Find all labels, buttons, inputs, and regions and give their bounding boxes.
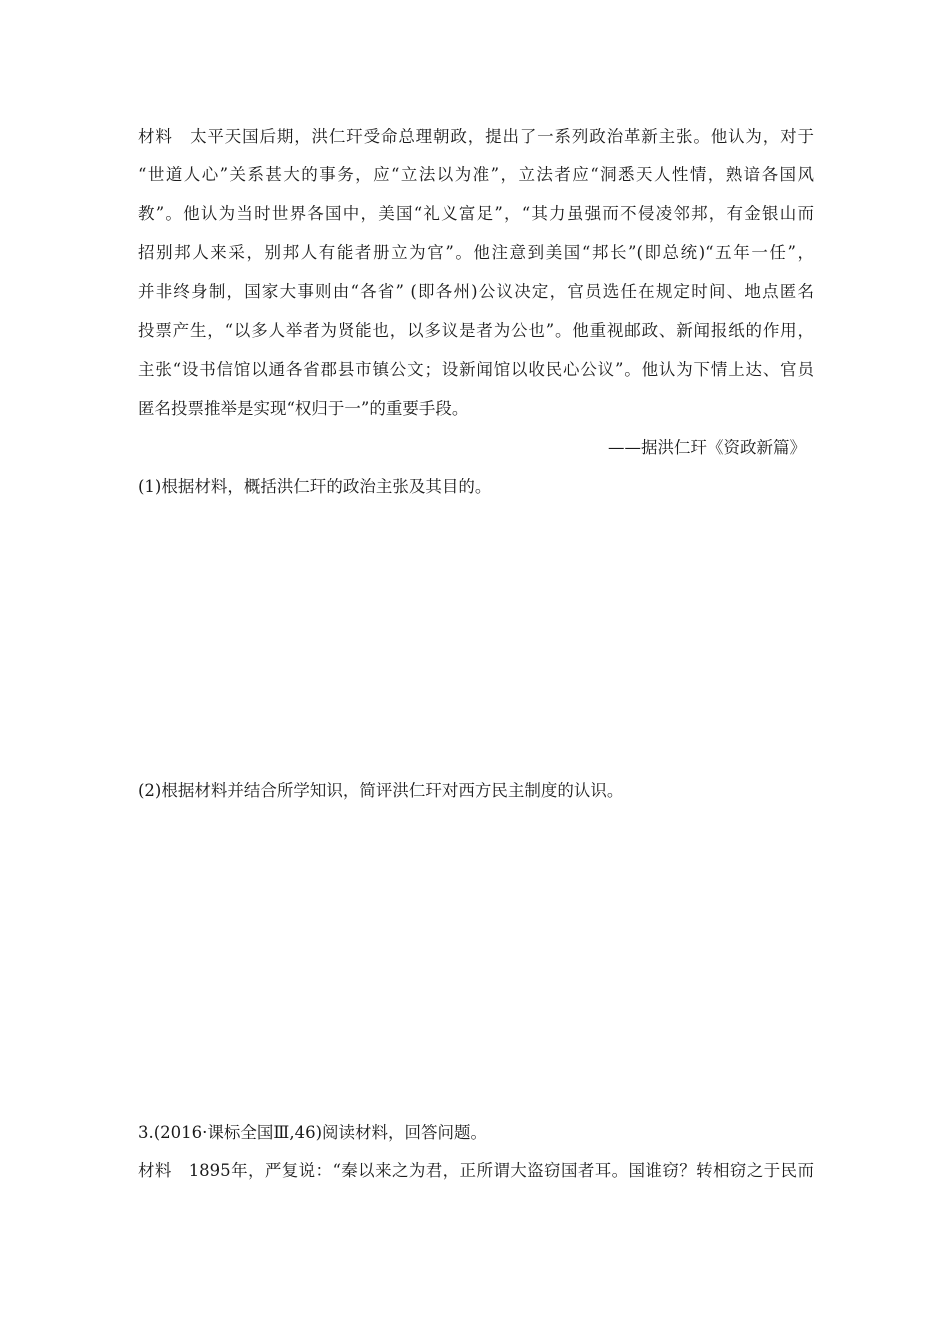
material-1-line-4: 招别邦人来采，别邦人有能者册立为官”。他注意到美国“邦长”(即总统)“五年一任”，	[138, 243, 814, 262]
problem-3-header: 3.(2016·课标全国Ⅲ,46)阅读材料，回答问题。	[138, 1123, 488, 1142]
material-1-line-3: 教”。他认为当时世界各国中，美国“礼义富足”，“其力虽强而不侵凌邻邦，有金银山而	[138, 204, 814, 223]
material-1-line-7: 主张“设书信馆以通各省郡县市镇公文；设新闻馆以收民心公议”。他认为下情上达、官员	[138, 360, 814, 379]
material-1-line-2: “世道人心”关系甚大的事务，应“立法以为准”，立法者应“洞悉天人性情，熟谙各国风	[138, 165, 814, 184]
material-1-line-8: 匿名投票推举是实现“权归于一”的重要手段。	[138, 399, 469, 418]
material-1-line-5: 并非终身制，国家大事则由“各省” (即各州)公议决定，官员选任在规定时间、地点匿名	[138, 282, 814, 301]
material-1-line-1: 材料 太平天国后期，洪仁玕受命总理朝政，提出了一系列政治革新主张。他认为，对于	[138, 127, 814, 146]
question-1: (1)根据材料，概括洪仁玕的政治主张及其目的。	[138, 477, 492, 496]
material-1-line-6: 投票产生，“以多人举者为贤能也，以多议是者为公也”。他重视邮政、新闻报纸的作用，	[138, 321, 814, 340]
question-2: (2)根据材料并结合所学知识，简评洪仁玕对西方民主制度的认识。	[138, 781, 624, 800]
material-1-source: ——据洪仁玕《资政新篇》	[608, 438, 806, 457]
problem-3-material-line: 材料 1895年，严复说：“秦以来之为君，正所谓大盗窃国者耳。国谁窃？转相窃之于民而	[138, 1161, 814, 1180]
